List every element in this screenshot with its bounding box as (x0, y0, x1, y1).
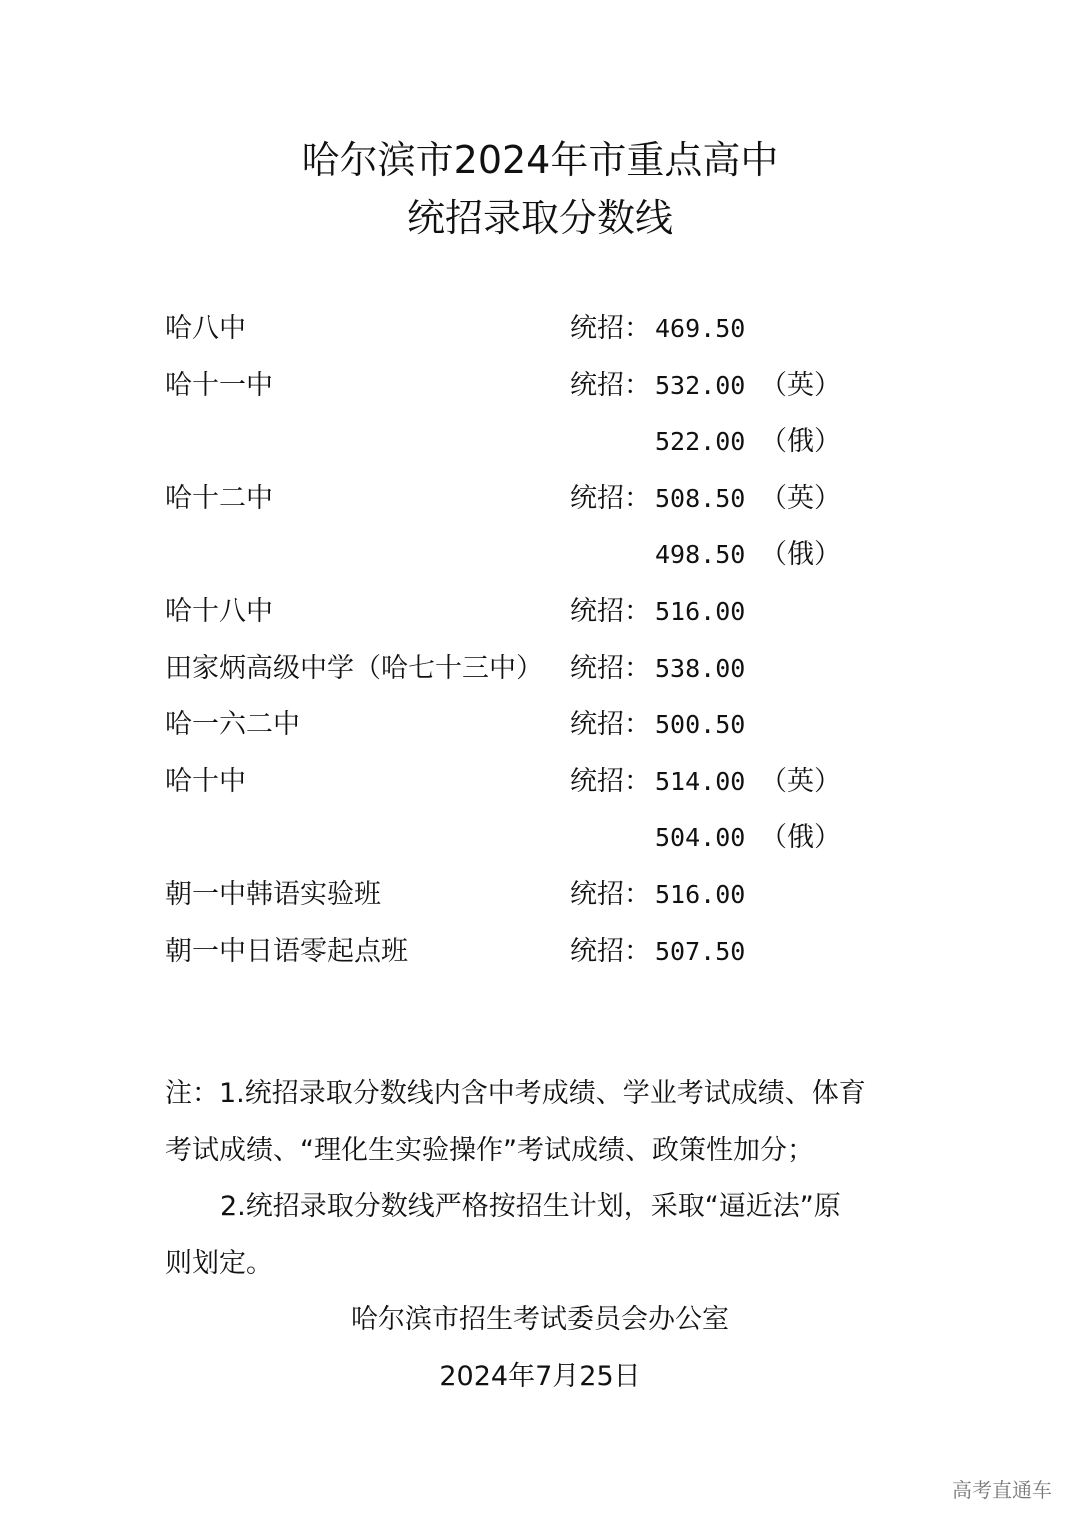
cutoff-score: 469.50 (655, 314, 746, 343)
note-line-1: 注：1.统招录取分数线内含中考成绩、学业考试成绩、体育 (165, 1078, 866, 1109)
language-tag: （俄） (760, 539, 841, 571)
language-tag: （俄） (760, 822, 841, 854)
issuer: 哈尔滨市招生考试委员会办公室 (351, 1304, 729, 1335)
score-row (0, 592, 1080, 632)
language-tag: （英） (760, 369, 841, 401)
cutoff-score: 508.50 (655, 483, 746, 513)
admission-label: 统招： (570, 313, 651, 344)
admission-label: 统招： (570, 709, 651, 741)
score-row (0, 479, 1080, 519)
cutoff-score: 516.00 (655, 597, 746, 626)
school-name: 哈十八中 (165, 596, 273, 627)
admission-label: 统招： (570, 482, 651, 514)
admission-label: 统招： (570, 652, 651, 684)
cutoff-score: 500.50 (655, 710, 746, 740)
cutoff-score: 522.00 (655, 427, 746, 457)
document-title-line1: 哈尔滨市2024年市重点高中 (301, 138, 779, 182)
document-title-line2: 统招录取分数线 (406, 196, 673, 240)
cutoff-score: 532.00 (655, 370, 746, 400)
note-line-2: 考试成绩、“理化生实验操作”考试成绩、政策性加分； (165, 1135, 814, 1166)
cutoff-score: 498.50 (655, 540, 746, 570)
score-row (0, 309, 1080, 349)
score-row (0, 875, 1080, 915)
issue-date: 2024年7月25日 (439, 1361, 641, 1392)
admission-label: 统招： (570, 935, 651, 967)
language-tag: （英） (760, 482, 841, 514)
watermark: 高考直通车 (952, 1478, 1052, 1502)
score-row (0, 535, 1080, 575)
school-name: 哈十中 (165, 765, 246, 797)
language-tag: （俄） (760, 426, 841, 458)
score-row (0, 366, 1080, 406)
score-row (0, 649, 1080, 689)
score-row (0, 705, 1080, 745)
school-name: 哈八中 (165, 313, 246, 344)
cutoff-score: 507.50 (655, 936, 746, 966)
score-row (0, 818, 1080, 858)
score-row (0, 932, 1080, 972)
admission-label: 统招： (570, 369, 651, 401)
school-name: 哈一六二中 (165, 709, 300, 741)
school-name: 哈十一中 (165, 369, 273, 401)
note-line-3: 2.统招录取分数线严格按招生计划，采取“逼近法”原 (220, 1191, 841, 1222)
school-name: 田家炳高级中学（哈七十三中） (165, 652, 543, 684)
admission-label: 统招： (570, 879, 651, 910)
admission-label: 统招： (570, 596, 651, 627)
score-row (0, 762, 1080, 802)
cutoff-score: 516.00 (655, 880, 746, 909)
note-line-4: 则划定。 (165, 1248, 273, 1279)
language-tag: （英） (760, 765, 841, 797)
school-name: 哈十二中 (165, 482, 273, 514)
score-row (0, 422, 1080, 462)
school-name: 朝一中韩语实验班 (165, 879, 381, 910)
cutoff-score: 514.00 (655, 766, 746, 796)
cutoff-score: 504.00 (655, 823, 746, 853)
admission-label: 统招： (570, 765, 651, 797)
school-name: 朝一中日语零起点班 (165, 935, 408, 967)
cutoff-score: 538.00 (655, 653, 746, 683)
